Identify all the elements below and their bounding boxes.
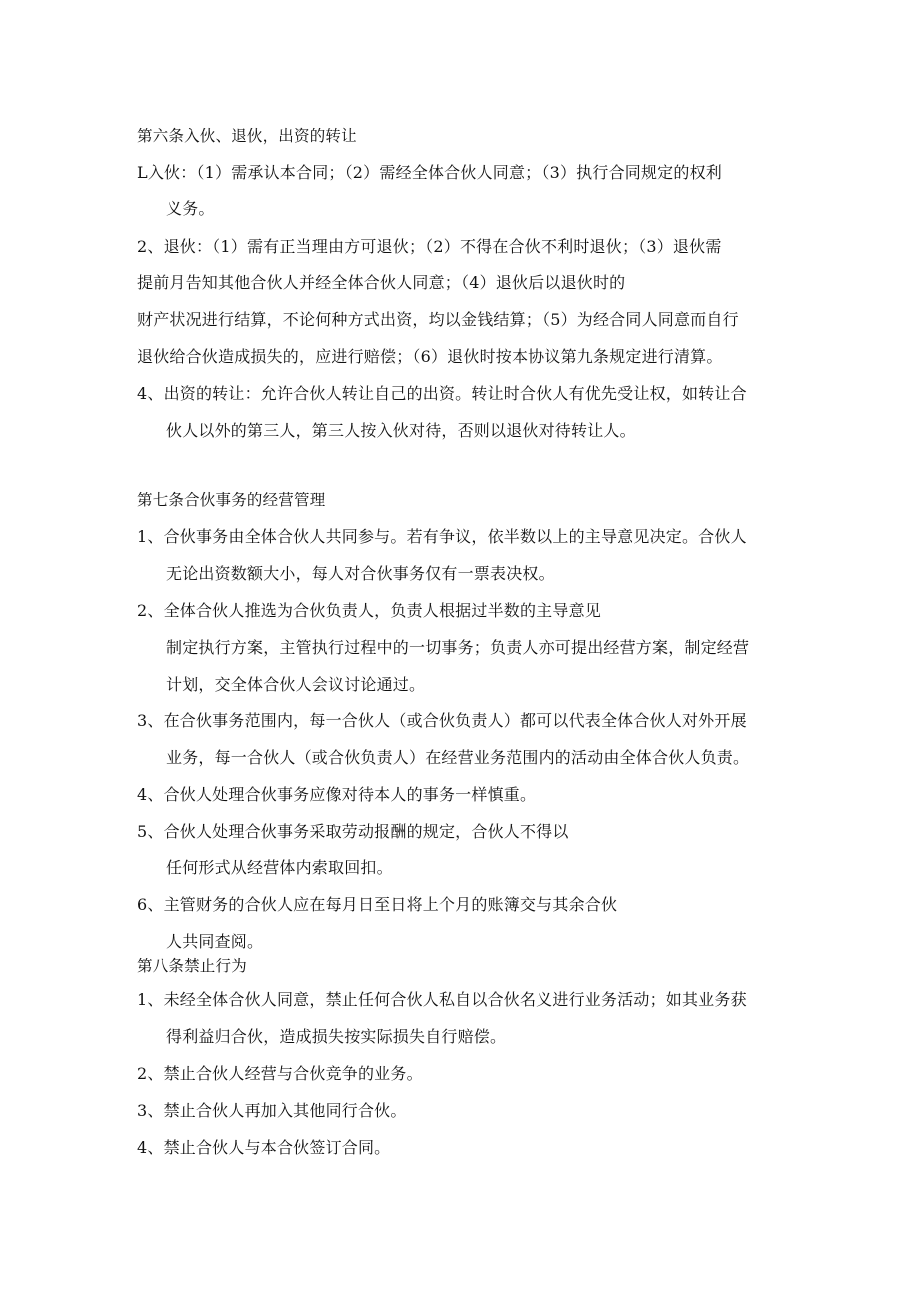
paragraph-line: 6、主管财务的合伙人应在每月日至日将上个月的账簿交与其余合伙 bbox=[137, 895, 618, 914]
paragraph-line: 计划，交全体合伙人会议讨论通过。 bbox=[166, 675, 426, 694]
paragraph-line: 3、禁止合伙人再加入其他同行合伙。 bbox=[137, 1101, 407, 1120]
paragraph-line: 义务。 bbox=[166, 199, 215, 218]
paragraph-line: 4、禁止合伙人与本合伙签订合同。 bbox=[137, 1138, 391, 1157]
article-7-heading: 第七条合伙事务的经营管理 bbox=[137, 491, 326, 509]
paragraph-line: 伙人以外的第三人，第三人按入伙对待，否则以退伙对待转让人。 bbox=[166, 421, 636, 440]
paragraph-line: 人共同查阅。 bbox=[166, 932, 264, 951]
paragraph-line: 制定执行方案，主管执行过程中的一切事务；负责人亦可提出经营方案，制定经营 bbox=[166, 638, 750, 657]
paragraph-line: 5、合伙人处理合伙事务采取劳动报酬的规定，合伙人不得以 bbox=[137, 822, 569, 841]
paragraph-line: 4、合伙人处理合伙事务应像对待本人的事务一样慎重。 bbox=[137, 785, 537, 804]
article-6-heading: 第六条入伙、退伙，出资的转让 bbox=[137, 127, 357, 145]
paragraph-line: 1、未经全体合伙人同意，禁止任何合伙人私自以合伙名义进行业务活动；如其业务获 bbox=[137, 990, 747, 1009]
paragraph-line: 提前月告知其他合伙人并经全体合伙人同意；（4）退伙后以退伙时的 bbox=[137, 273, 626, 292]
paragraph-line: 退伙给合伙造成损失的，应进行赔偿；（6）退伙时按本协议第九条规定进行清算。 bbox=[137, 347, 723, 366]
paragraph-line: 业务，每一合伙人（或合伙负责人）在经营业务范围内的活动由全体合伙人负责。 bbox=[166, 748, 750, 767]
paragraph-line: 无论出资数额大小，每人对合伙事务仅有一票表决权。 bbox=[166, 564, 555, 583]
article-8-heading: 第八条禁止行为 bbox=[137, 957, 247, 975]
paragraph-line: 3、在合伙事务范围内，每一合伙人（或合伙负责人）都可以代表全体合伙人对外开展 bbox=[137, 711, 747, 730]
paragraph-line: 2、退伙：（1）需有正当理由方可退伙；（2）不得在合伙不利时退伙；（3）退伙需 bbox=[137, 237, 722, 256]
paragraph-line: 2、全体合伙人推选为合伙负责人，负责人根据过半数的主导意见 bbox=[137, 601, 601, 620]
paragraph-line: L入伙：（1）需承认本合同；（2）需经全体合伙人同意；（3）执行合同规定的权利 bbox=[137, 163, 722, 182]
paragraph-line: 4、出资的转让：允许合伙人转让自己的出资。转让时合伙人有优先受让权，如转让合 bbox=[137, 384, 747, 403]
paragraph-line: 1、合伙事务由全体合伙人共同参与。若有争议，依半数以上的主导意见决定。合伙人 bbox=[137, 527, 747, 546]
paragraph-line: 财产状况进行结算，不论何种方式出资，均以金钱结算；（5）为经合同人同意而自行 bbox=[137, 310, 739, 329]
paragraph-line: 2、禁止合伙人经营与合伙竞争的业务。 bbox=[137, 1064, 423, 1083]
paragraph-line: 得利益归合伙，造成损失按实际损失自行赔偿。 bbox=[166, 1027, 507, 1046]
paragraph-line: 任何形式从经营体内索取回扣。 bbox=[166, 858, 393, 877]
